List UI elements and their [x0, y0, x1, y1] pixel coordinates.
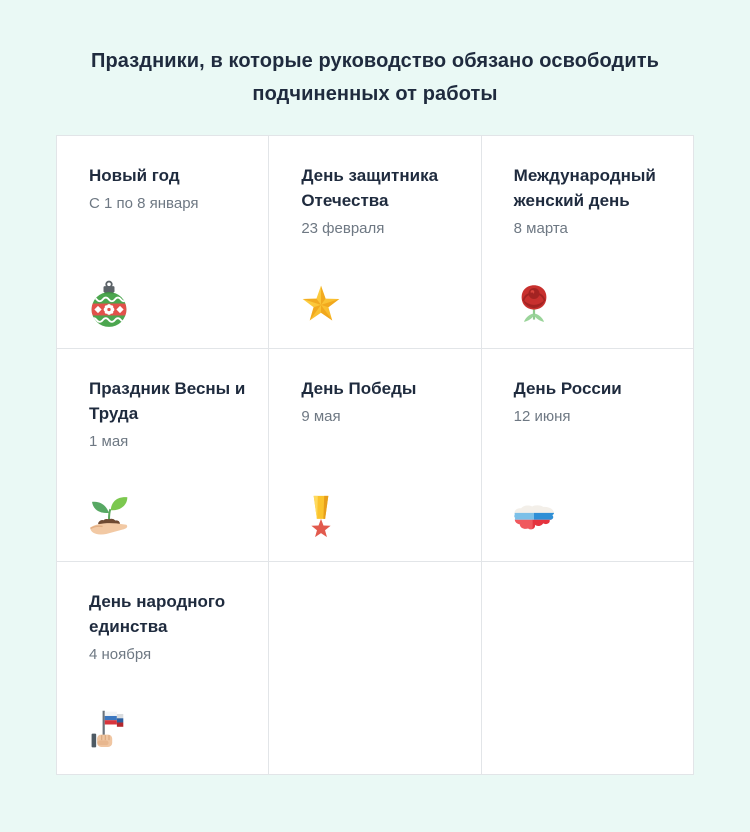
gold-star-icon [299, 279, 343, 329]
page-title: Праздники, в которые руководство обязано освободить подчиненных от работы [90, 50, 660, 105]
holiday-title: Праздник Весны и Труда [89, 379, 246, 423]
holidays-grid [56, 135, 694, 775]
holiday-title: День Победы [301, 379, 417, 398]
holiday-title: День народного единства [89, 592, 226, 636]
holiday-date: 9 мая [301, 408, 341, 425]
holiday-title: День защитника Отечества [301, 166, 439, 210]
holiday-title: День России [513, 379, 622, 398]
holiday-title: Международный женский день [513, 166, 656, 210]
holiday-card-womens-day [482, 136, 693, 348]
empty-cell [482, 562, 693, 774]
holiday-date: 12 июня [513, 408, 571, 425]
holiday-date: 4 ноября [89, 646, 152, 663]
holiday-card-defender-day [269, 136, 480, 348]
holiday-date: 23 февраля [301, 220, 385, 237]
hand-with-russian-flag-icon [87, 705, 131, 755]
christmas-ornament-icon [87, 279, 131, 329]
holiday-card-unity-day [57, 562, 268, 774]
holiday-card-spring-labor-day [57, 349, 268, 561]
holiday-card-victory-day [269, 349, 480, 561]
holiday-date: 8 марта [513, 220, 568, 237]
victory-medal-icon [299, 492, 343, 542]
seedling-in-hand-icon [87, 492, 131, 542]
holiday-date: С 1 по 8 января [89, 195, 199, 212]
rose-icon [512, 279, 556, 329]
empty-cell [269, 562, 480, 774]
holiday-title: Новый год [89, 166, 180, 185]
russia-map-icon [512, 492, 556, 542]
holiday-date: 1 мая [89, 433, 129, 450]
holiday-card-russia-day [482, 349, 693, 561]
holiday-card-new-year [57, 136, 268, 348]
